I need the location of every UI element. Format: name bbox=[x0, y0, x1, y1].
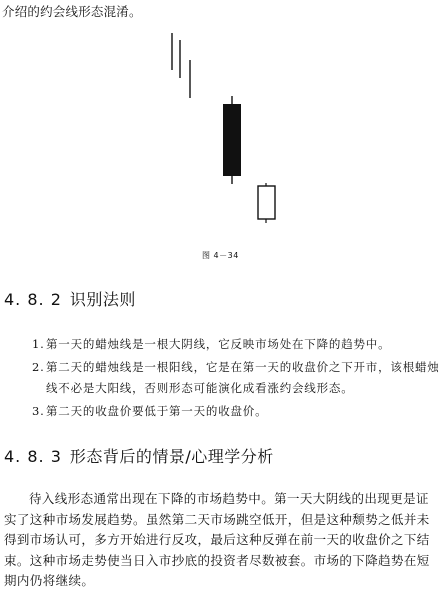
bullish-candle-body bbox=[258, 186, 275, 219]
candlestick-figure bbox=[0, 0, 445, 270]
section-number: 4. 8. 2 bbox=[4, 290, 62, 309]
section-heading-psychology bbox=[4, 444, 274, 467]
rule-index: 2. bbox=[32, 360, 45, 374]
intro-text: 介绍的约会线形态混淆。 bbox=[2, 4, 142, 19]
rule-index: 3. bbox=[32, 404, 45, 418]
rule-item bbox=[0, 334, 445, 355]
rule-text: 第一天的蜡烛线是一根大阴线，它反映市场处在下降的趋势中。 bbox=[46, 337, 391, 351]
bearish-candle-body bbox=[223, 104, 241, 176]
rule-index: 1. bbox=[32, 337, 45, 351]
figure-caption: 图 4－34 bbox=[202, 251, 239, 260]
rule-text: 第二天的收盘价要低于第一天的收盘价。 bbox=[46, 404, 268, 418]
section-heading-recognition bbox=[4, 287, 136, 310]
recognition-rules-list bbox=[0, 334, 445, 422]
rule-item bbox=[0, 401, 445, 422]
section-title: 识别法则 bbox=[69, 290, 136, 309]
rule-text: 第二天的蜡烛线是一根阳线，它是在第一天的收盘价之下开市，该根蜡烛线不必是大阳线，否则形态可能演化成看涨约会线形态。 bbox=[46, 360, 440, 395]
section-title: 形态背后的情景/心理学分析 bbox=[69, 447, 274, 466]
rule-item bbox=[0, 357, 445, 399]
psychology-paragraph: 待入线形态通常出现在下降的市场趋势中。第一天大阴线的出现更是证实了这种市场发展趋势。虽然第二天市场跳空低开，但是这种颓势之低并未得到市场认可，多方开始进行反攻，最后这种反弹在前一天的收盘价之下结束。这种市场走势使当日入市抄底的投资者尽数被套。市场的下降趋势在短期内仍将继续。 bbox=[4, 491, 430, 588]
section-number: 4. 8. 3 bbox=[4, 447, 62, 466]
